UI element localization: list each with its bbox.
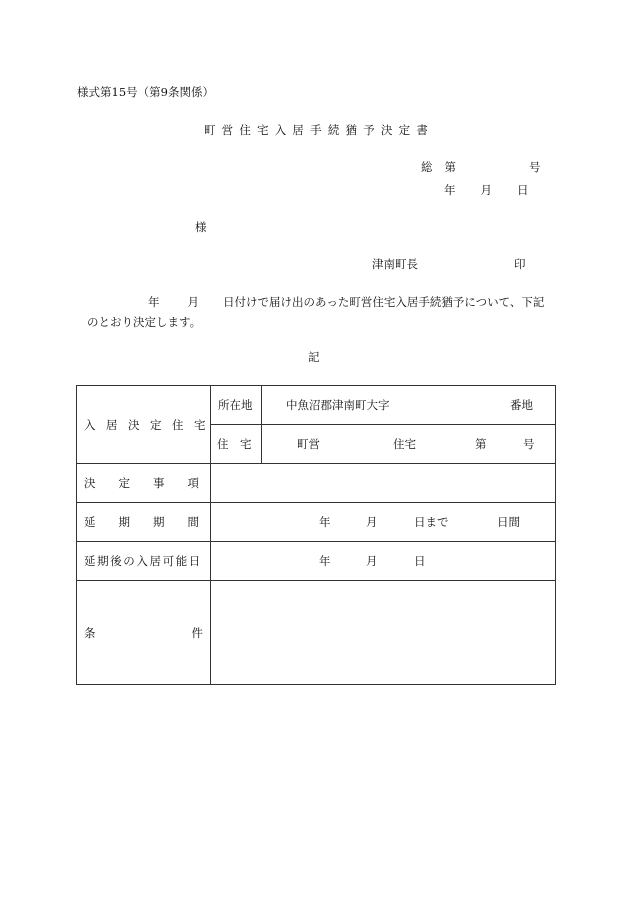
housing-label-text: 入居決定住宅: [84, 417, 216, 432]
decision-table: [76, 385, 556, 685]
form-number-label: 様式第15号（第9条関係）: [77, 85, 214, 99]
ext-year: 年: [319, 515, 331, 529]
conditions-label-cell: [77, 581, 211, 685]
day-char: 日: [517, 183, 529, 197]
issuer-name: 津南町長: [372, 257, 418, 271]
document-number-line: [421, 160, 541, 174]
conditions-label-2: 件: [191, 625, 203, 640]
body-text: 日付けで届け出のあった町営住宅入居手続猶予について、下記: [223, 295, 545, 309]
jutaku-label: 住宅: [393, 437, 416, 451]
movein-label: 延期後の入居可能日: [84, 554, 202, 568]
location-label: 所在地: [218, 398, 253, 412]
location-value: 中魚沼郡津南町大字: [286, 398, 390, 412]
month-char: 月: [480, 183, 492, 197]
conditions-value-cell[interactable]: [211, 581, 556, 685]
document-title: 町営住宅入居手続猶予決定書: [203, 123, 435, 137]
house-label: 住 宅: [217, 437, 252, 451]
dai-label: 第: [475, 437, 487, 451]
ext-days: 日間: [497, 515, 520, 529]
location-value-cell[interactable]: [262, 386, 556, 425]
so-char: 総: [421, 160, 433, 174]
movein-value-cell[interactable]: [211, 542, 556, 581]
house-value-cell[interactable]: [262, 425, 556, 464]
decision-value-cell[interactable]: [211, 464, 556, 503]
conditions-label: [77, 625, 210, 641]
seal-mark: 印: [514, 257, 526, 271]
extension-value-cell[interactable]: [211, 503, 556, 542]
body-text-line-2: のとおり決定します。: [87, 315, 202, 329]
body-year: 年: [148, 295, 160, 309]
ext-until: 日まで: [414, 515, 449, 529]
body-text-line-1: [148, 295, 544, 309]
housing-label: [77, 417, 216, 433]
ext-month: 月: [366, 515, 378, 529]
dai-char: 第: [444, 160, 456, 174]
body-month: 月: [187, 295, 199, 309]
decision-label-cell: [77, 464, 222, 503]
extension-label-cell: [77, 503, 222, 542]
house-label-cell: [211, 425, 262, 464]
ki-heading: 記: [308, 350, 320, 364]
addressee-honorific: 様: [195, 220, 207, 234]
mv-year: 年: [319, 554, 331, 568]
decision-label: 決定事項: [84, 476, 222, 490]
conditions-label-1: 条: [84, 625, 96, 640]
mv-month: 月: [366, 554, 378, 568]
location-label-cell: [211, 386, 262, 425]
movein-label-cell: [77, 542, 211, 581]
year-char: 年: [444, 183, 456, 197]
mv-day: 日: [414, 554, 426, 568]
document-date-line: [444, 183, 529, 197]
housing-label-cell: [77, 386, 216, 464]
go-label: 号: [523, 437, 535, 451]
chouei-label: 町営: [297, 437, 320, 451]
go-char: 号: [529, 160, 541, 174]
extension-label: 延期期間: [84, 515, 222, 529]
banchi-label: 番地: [510, 398, 533, 412]
